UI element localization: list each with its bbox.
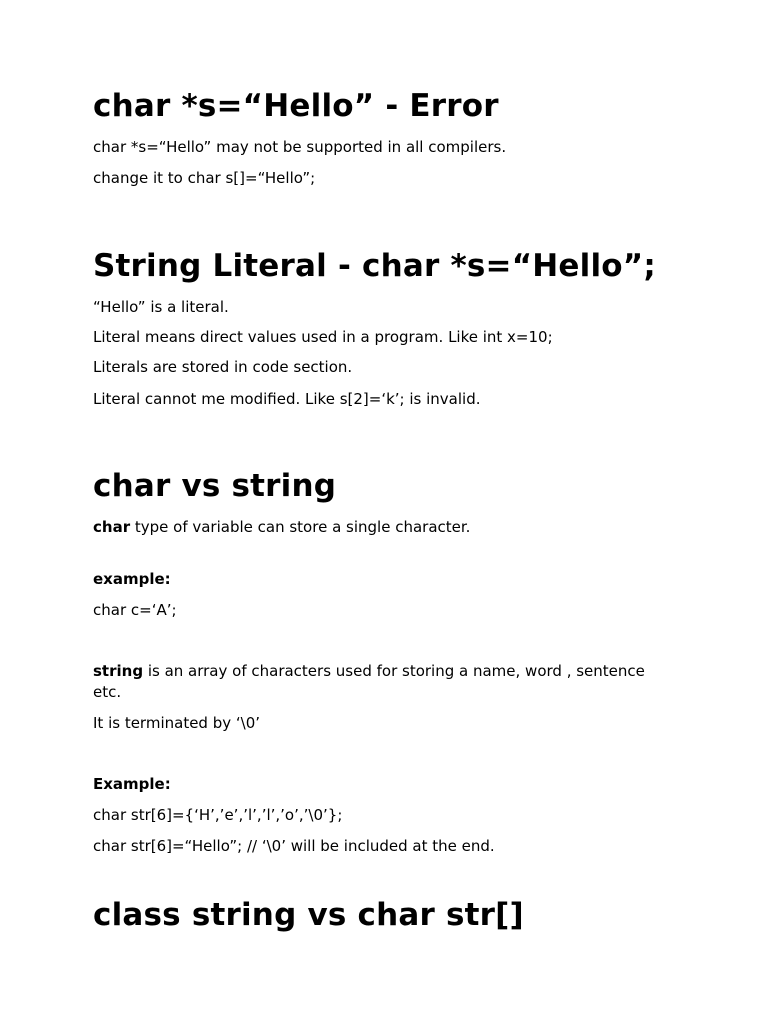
char-definition	[93, 517, 470, 537]
text-line: Literal cannot me modified. Like s[2]=‘k’; is invalid.	[93, 390, 481, 408]
text-line: change it to char s[]=“Hello”;	[93, 169, 316, 187]
text-line: Literal means direct values used in a program. Like int x=10;	[93, 328, 553, 346]
heading-char-vs-string: char vs string	[93, 468, 337, 504]
code-line: char str[6]={‘H’,’e’,’l’,’l’,’o’,’\0’};	[93, 806, 343, 824]
example-label: Example:	[93, 775, 171, 793]
document-page	[93, 0, 733, 1024]
char-definition-text: type of variable can store a single character.	[130, 518, 471, 536]
heading-char-pointer-error: char *s=“Hello” - Error	[93, 88, 499, 124]
heading-string-literal: String Literal - char *s=“Hello”;	[93, 248, 656, 284]
string-definition	[93, 661, 653, 703]
text-line: Literals are stored in code section.	[93, 358, 353, 376]
term-char: char	[93, 518, 131, 536]
code-line: char c=‘A’;	[93, 601, 177, 619]
heading-class-string-vs-char-array: class string vs char str[]	[93, 897, 524, 933]
text-line: char *s=“Hello” may not be supported in all compilers.	[93, 138, 507, 156]
string-definition-text: is an array of characters used for storing a name, word , sentence etc.	[93, 662, 645, 701]
text-line: “Hello” is a literal.	[93, 298, 229, 316]
text-line: It is terminated by ‘\0’	[93, 714, 261, 732]
code-line: char str[6]=“Hello”; // ‘\0’ will be included at the end.	[93, 837, 495, 855]
example-label: example:	[93, 570, 171, 588]
term-string: string	[93, 662, 144, 680]
